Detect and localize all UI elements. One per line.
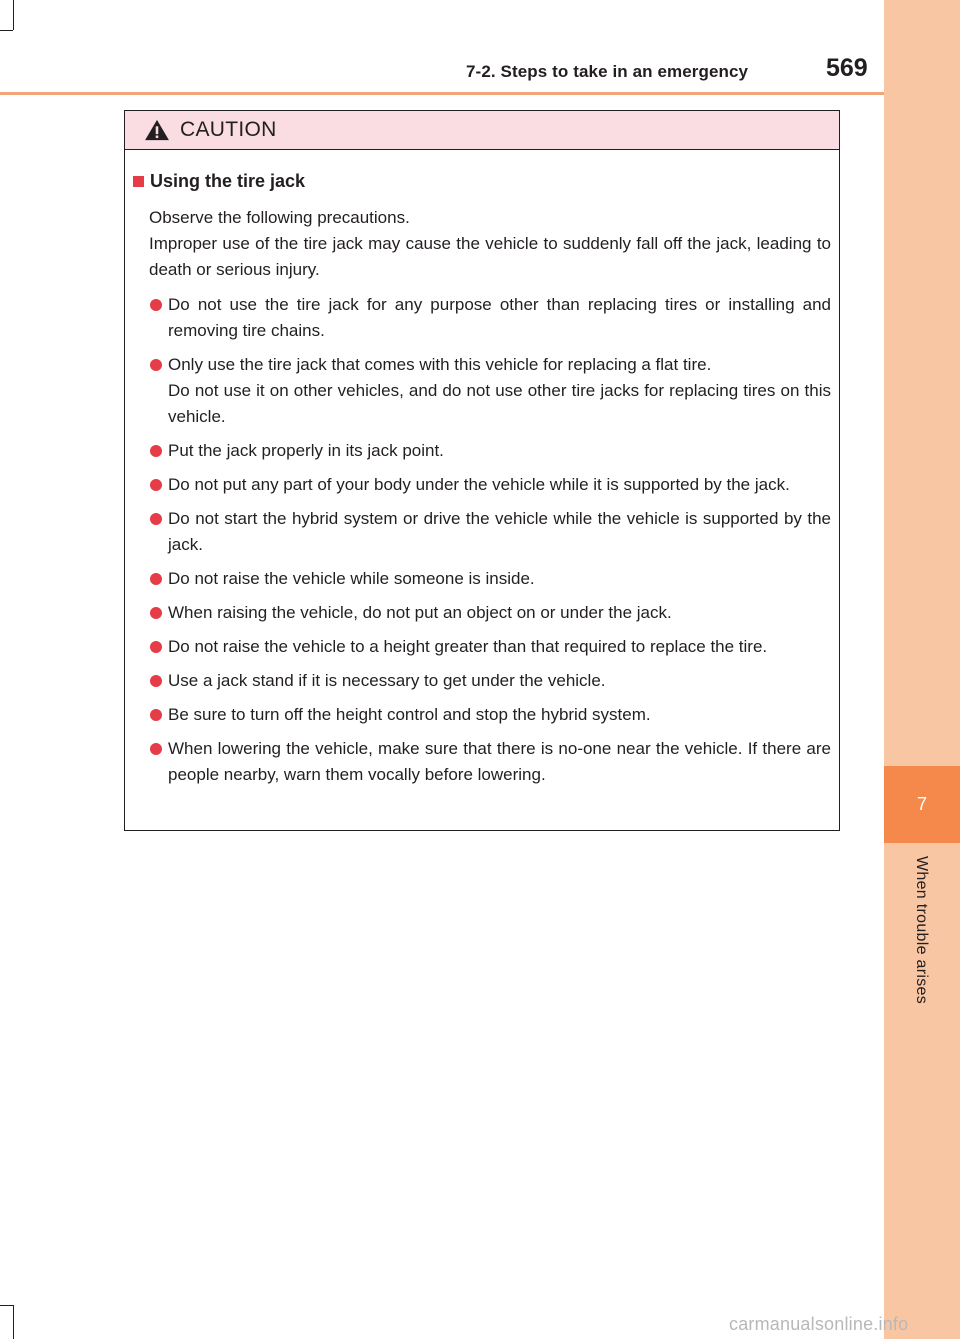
caution-intro (133, 205, 831, 283)
round-bullet-icon (150, 607, 162, 619)
chapter-side-band (884, 0, 960, 1339)
caution-heading-text: Using the tire jack (150, 171, 306, 191)
caution-body (125, 150, 839, 788)
precaution-text: Do not raise the vehicle while someone is inside. (168, 569, 535, 588)
watermark: carmanualsonline.info (729, 1314, 909, 1334)
precaution-item (133, 600, 831, 626)
intro-line: Observe the following precautions. (149, 208, 410, 227)
caution-box (124, 110, 840, 831)
precaution-text: Do not use the tire jack for any purpose other than replacing tires or installing and removing tire chains. (168, 295, 831, 340)
caution-header (125, 111, 839, 150)
precaution-text: Do not start the hybrid system or drive the vehicle while the vehicle is supported by the jack. (168, 509, 831, 554)
precaution-list (133, 292, 831, 788)
precaution-text: Do not use it on other vehicles, and do not use other tire jacks for replacing tires on this vehicle. (168, 381, 831, 426)
precaution-text: When raising the vehicle, do not put an object on or under the jack. (168, 603, 672, 622)
warning-triangle-icon (143, 119, 171, 141)
precaution-text: Do not raise the vehicle to a height greater than that required to replace the tire. (168, 637, 768, 656)
precaution-item (133, 506, 831, 558)
round-bullet-icon (150, 641, 162, 653)
precaution-item (133, 438, 831, 464)
precaution-item (133, 702, 831, 728)
precaution-text: Use a jack stand if it is necessary to get under the vehicle. (168, 671, 606, 690)
page-number: 569 (826, 54, 868, 82)
round-bullet-icon (150, 513, 162, 525)
round-bullet-icon (150, 709, 162, 721)
round-bullet-icon (150, 359, 162, 371)
precaution-text: When lowering the vehicle, make sure that there is no-one near the vehicle. If there are people nearby, warn them vocally before lowering. (168, 739, 831, 784)
intro-line: Improper use of the tire jack may cause the vehicle to suddenly fall off the jack, leading to death or serious injury. (149, 234, 831, 279)
precaution-item (133, 472, 831, 498)
precaution-item (133, 566, 831, 592)
crop-mark (13, 1305, 14, 1339)
square-bullet-icon (133, 176, 144, 187)
chapter-title: When trouble arises (913, 856, 930, 1004)
round-bullet-icon (150, 445, 162, 457)
precaution-item (133, 634, 831, 660)
precaution-text: Be sure to turn off the height control and stop the hybrid system. (168, 705, 651, 724)
round-bullet-icon (150, 479, 162, 491)
caution-heading (133, 168, 831, 194)
chapter-tab (884, 766, 960, 843)
crop-mark (0, 1305, 13, 1306)
crop-mark (13, 0, 14, 30)
caution-label: CAUTION (180, 118, 277, 141)
round-bullet-icon (150, 743, 162, 755)
precaution-text: Only use the tire jack that comes with this vehicle for replacing a flat tire. (168, 355, 712, 374)
precaution-item (133, 668, 831, 694)
precaution-text: Put the jack properly in its jack point. (168, 441, 444, 460)
section-title: 7-2. Steps to take in an emergency (466, 62, 749, 81)
round-bullet-icon (150, 299, 162, 311)
round-bullet-icon (150, 573, 162, 585)
chapter-number: 7 (916, 794, 927, 814)
precaution-item (133, 352, 831, 430)
precaution-item (133, 292, 831, 344)
header-rule (0, 92, 884, 95)
precaution-text: Do not put any part of your body under the vehicle while it is supported by the jack. (168, 475, 790, 494)
crop-mark (0, 30, 13, 31)
precaution-item (133, 736, 831, 788)
round-bullet-icon (150, 675, 162, 687)
